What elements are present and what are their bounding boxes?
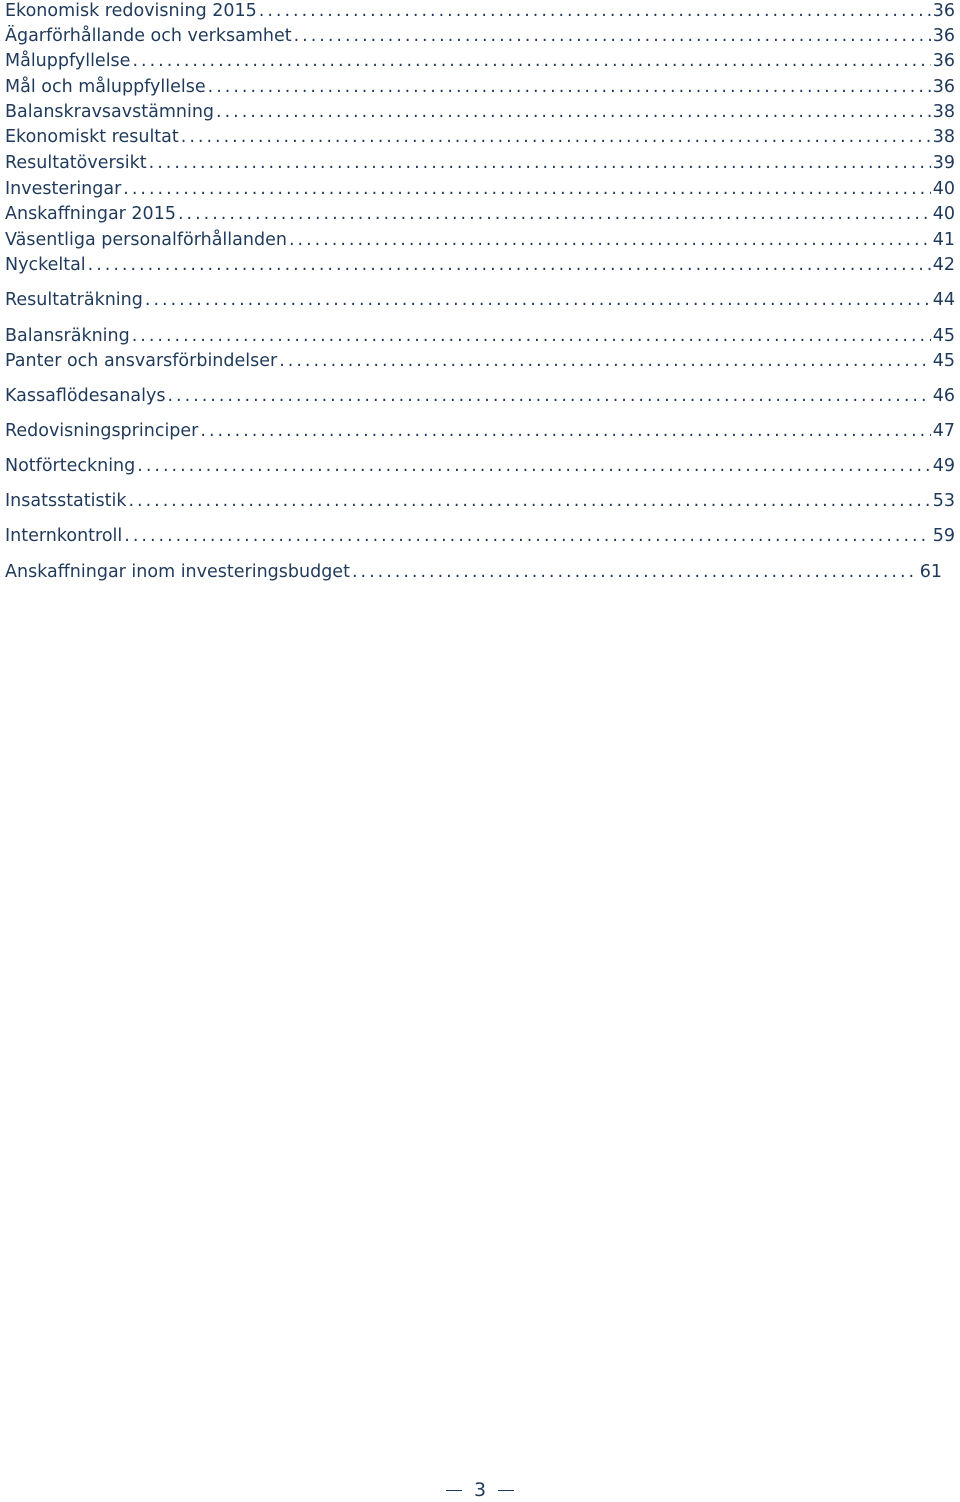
toc-entry-page: 36 <box>932 51 955 71</box>
toc-entry[interactable] <box>5 229 955 251</box>
toc-entry[interactable] <box>5 178 955 200</box>
toc-entry[interactable] <box>5 350 955 372</box>
toc-leader-dots <box>178 203 931 225</box>
toc-entry[interactable] <box>5 455 955 477</box>
toc-entry-page: 46 <box>932 386 955 406</box>
toc-entry-page: 44 <box>932 290 955 310</box>
toc-leader-dots <box>259 0 931 22</box>
toc-entry-label: Internkontroll <box>5 526 123 546</box>
toc-entry[interactable] <box>5 420 955 442</box>
toc-entry[interactable] <box>5 101 955 123</box>
toc-entry-label: Mål och måluppfyllelse <box>5 77 206 97</box>
toc-leader-dots <box>216 101 931 123</box>
toc-entry[interactable] <box>5 289 955 311</box>
toc-entry-label: Notförteckning <box>5 456 136 476</box>
toc-leader-dots <box>167 385 930 407</box>
toc-leader-dots <box>289 229 931 251</box>
toc-entry-page: 36 <box>932 1 955 21</box>
toc-entry[interactable] <box>5 126 955 148</box>
toc-entry-label: Anskaffningar 2015 <box>5 204 176 224</box>
toc-entry[interactable] <box>5 385 955 407</box>
toc-entry-label: Insatsstatistik <box>5 491 127 511</box>
toc-entry[interactable] <box>5 152 955 174</box>
toc-entry-label: Panter och ansvarsförbindelser <box>5 351 278 371</box>
toc-leader-dots <box>137 455 930 477</box>
toc-entry-label: Väsentliga personalförhållanden <box>5 230 287 250</box>
toc-entry-page: 40 <box>932 204 955 224</box>
toc-leader-dots <box>181 126 931 148</box>
toc-entry[interactable] <box>5 203 955 225</box>
toc-entry[interactable] <box>5 561 942 583</box>
toc-entry-label: Anskaffningar inom investeringsbudget <box>5 562 350 582</box>
toc-leader-dots <box>279 350 931 372</box>
toc-leader-dots <box>132 325 931 347</box>
page-footer <box>0 1478 960 1502</box>
toc-entry-label: Kassaflödesanalys <box>5 386 166 406</box>
toc-leader-dots <box>123 178 930 200</box>
toc-entry-label: Måluppfyllelse <box>5 51 131 71</box>
toc-entry-page: 61 <box>919 562 942 582</box>
toc-entry-page: 39 <box>932 153 955 173</box>
toc-leader-dots <box>149 152 931 174</box>
toc-entry-page: 41 <box>932 230 955 250</box>
page-number: 3 <box>473 1479 487 1501</box>
toc-entry[interactable] <box>5 325 955 347</box>
toc-entry[interactable] <box>5 254 955 276</box>
toc-entry-label: Ekonomiskt resultat <box>5 127 179 147</box>
toc-entry-page: 36 <box>932 26 955 46</box>
toc-entry[interactable] <box>5 490 955 512</box>
toc-entry-label: Balansräkning <box>5 326 130 346</box>
toc-entry-label: Nyckeltal <box>5 255 86 275</box>
toc-entry-label: Balanskravsavstämning <box>5 102 215 122</box>
toc-leader-dots <box>88 254 931 276</box>
toc-entry[interactable] <box>5 25 955 47</box>
toc-entry-page: 45 <box>932 326 955 346</box>
toc-leader-dots <box>200 420 930 442</box>
toc-entry[interactable] <box>5 76 955 98</box>
footer-dash-left <box>446 1490 462 1492</box>
toc-entry-page: 45 <box>932 351 955 371</box>
toc-entry[interactable] <box>5 50 955 72</box>
toc-entry-page: 38 <box>932 127 955 147</box>
toc-leader-dots <box>124 525 930 547</box>
toc-entry-page: 36 <box>932 77 955 97</box>
toc-entry-label: Investeringar <box>5 179 122 199</box>
toc-entry-page: 59 <box>932 526 955 546</box>
toc-leader-dots <box>208 76 931 98</box>
toc-leader-dots <box>132 50 930 72</box>
toc-entry[interactable] <box>5 525 955 547</box>
toc-entry-label: Ägarförhållande och verksamhet <box>5 26 292 46</box>
toc-entry-page: 42 <box>932 255 955 275</box>
toc-entry-page: 49 <box>932 456 955 476</box>
toc-entry[interactable] <box>5 0 955 22</box>
toc-entry-label: Ekonomisk redovisning 2015 <box>5 1 257 21</box>
toc-leader-dots <box>128 490 930 512</box>
toc-entry-page: 38 <box>932 102 955 122</box>
toc-leader-dots <box>352 561 918 583</box>
toc-entry-page: 40 <box>932 179 955 199</box>
toc-entry-label: Resultaträkning <box>5 290 143 310</box>
toc-entry-label: Redovisningsprinciper <box>5 421 199 441</box>
toc-entry-page: 47 <box>932 421 955 441</box>
toc-leader-dots <box>294 25 931 47</box>
toc-entry-label: Resultatöversikt <box>5 153 147 173</box>
toc-entry-page: 53 <box>932 491 955 511</box>
toc-leader-dots <box>145 289 931 311</box>
footer-dash-right <box>498 1490 514 1492</box>
